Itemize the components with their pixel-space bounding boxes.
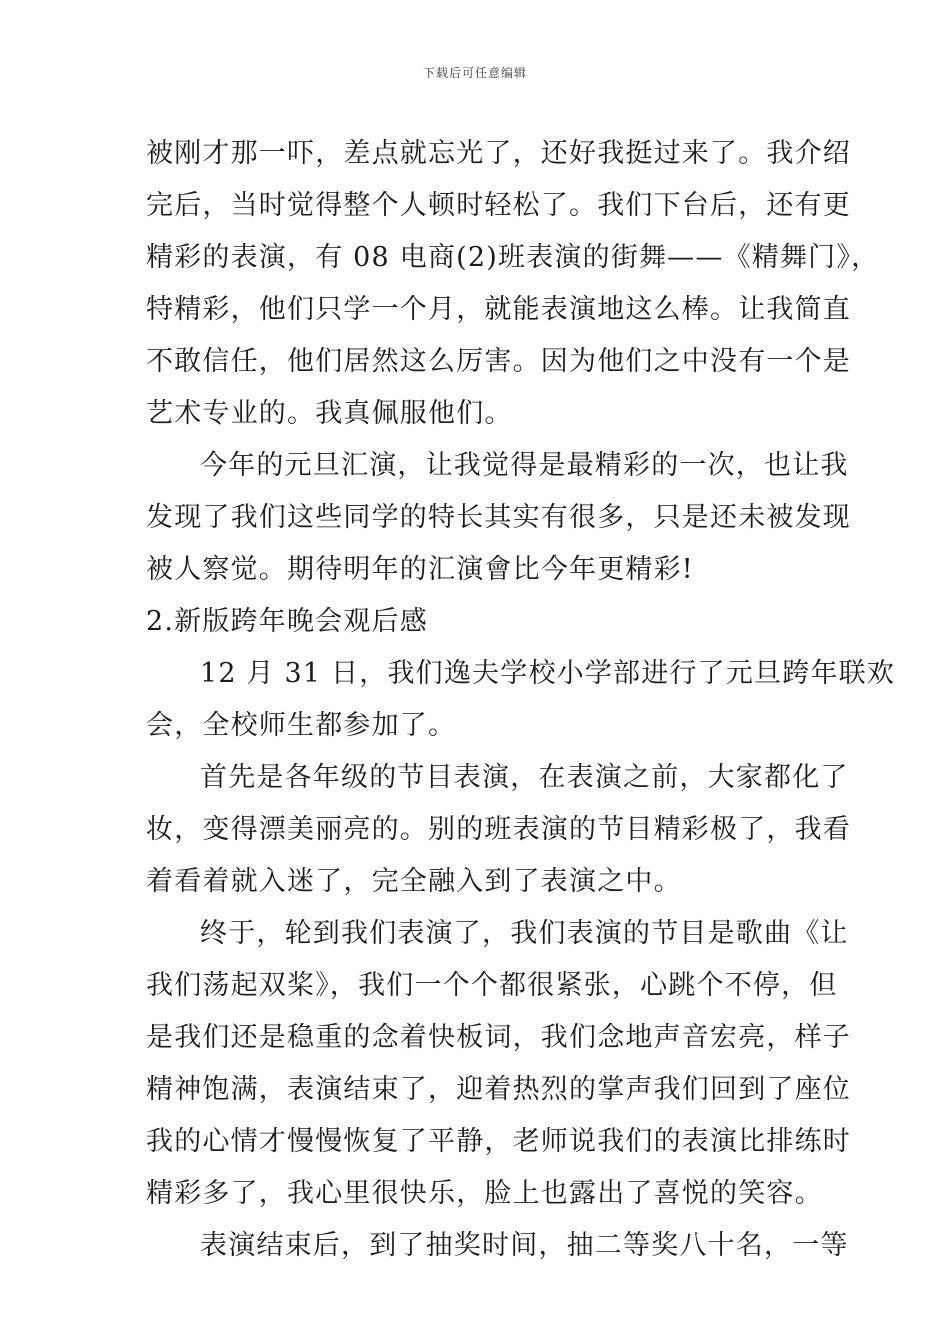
page-header: 下载后可任意编辑: [422, 66, 527, 80]
text-line: 被刚才那一吓，差点就忘光了，还好我挺过来了。我介绍: [146, 138, 851, 169]
text-line: 妆，变得漂美丽亮的。别的班表演的节目精彩极了，我看: [146, 814, 851, 845]
text-line: 我的心情才慢慢恢复了平静，老师说我们的表演比排练时: [146, 1126, 851, 1157]
text-line: 是我们还是稳重的念着快板词，我们念地声音宏亮，样子: [146, 1022, 851, 1053]
text-line: 精神饱满，表演结束了，迎着热烈的掌声我们回到了座位: [146, 1074, 851, 1105]
text-line: 着看着就入迷了，完全融入到了表演之中。: [146, 866, 682, 897]
text-line: 会，全校师生都参加了。: [146, 710, 457, 741]
text-line: 2.新版跨年晚会观后感: [146, 606, 428, 637]
text-line: 完后，当时觉得整个人顿时轻松了。我们下台后，还有更: [146, 190, 851, 221]
text-line: 12 月 31 日，我们逸夫学校小学部进行了元旦跨年联欢: [200, 658, 896, 689]
text-line: 被人察觉。期待明年的汇演會比今年更精彩!: [146, 554, 694, 585]
text-line: 精彩多了，我心里很快乐，脸上也露出了喜悦的笑容。: [146, 1178, 823, 1209]
text-line: 发现了我们这些同学的特长其实有很多，只是还未被发现: [146, 502, 851, 533]
text-line: 精彩的表演，有 08 电商(2)班表演的街舞——《精舞门》，: [146, 242, 880, 273]
text-line: 特精彩，他们只学一个月，就能表演地这么棒。让我简直: [146, 294, 851, 325]
text-line: 今年的元旦汇演，让我觉得是最精彩的一次，也让我: [200, 450, 849, 481]
text-line: 终于，轮到我们表演了，我们表演的节目是歌曲《让: [200, 918, 849, 949]
text-line: 首先是各年级的节目表演，在表演之前，大家都化了: [200, 762, 849, 793]
text-line: 艺术专业的。我真佩服他们。: [146, 398, 513, 429]
document-body: [146, 128, 896, 1272]
text-line: 我们荡起双桨》，我们一个个都很紧张，心跳个不停，但: [146, 970, 838, 1001]
text-line: 不敢信任，他们居然这么厉害。因为他们之中没有一个是: [146, 346, 851, 377]
text-line: 表演结束后，到了抽奖时间，抽二等奖八十名，一等: [200, 1230, 849, 1261]
